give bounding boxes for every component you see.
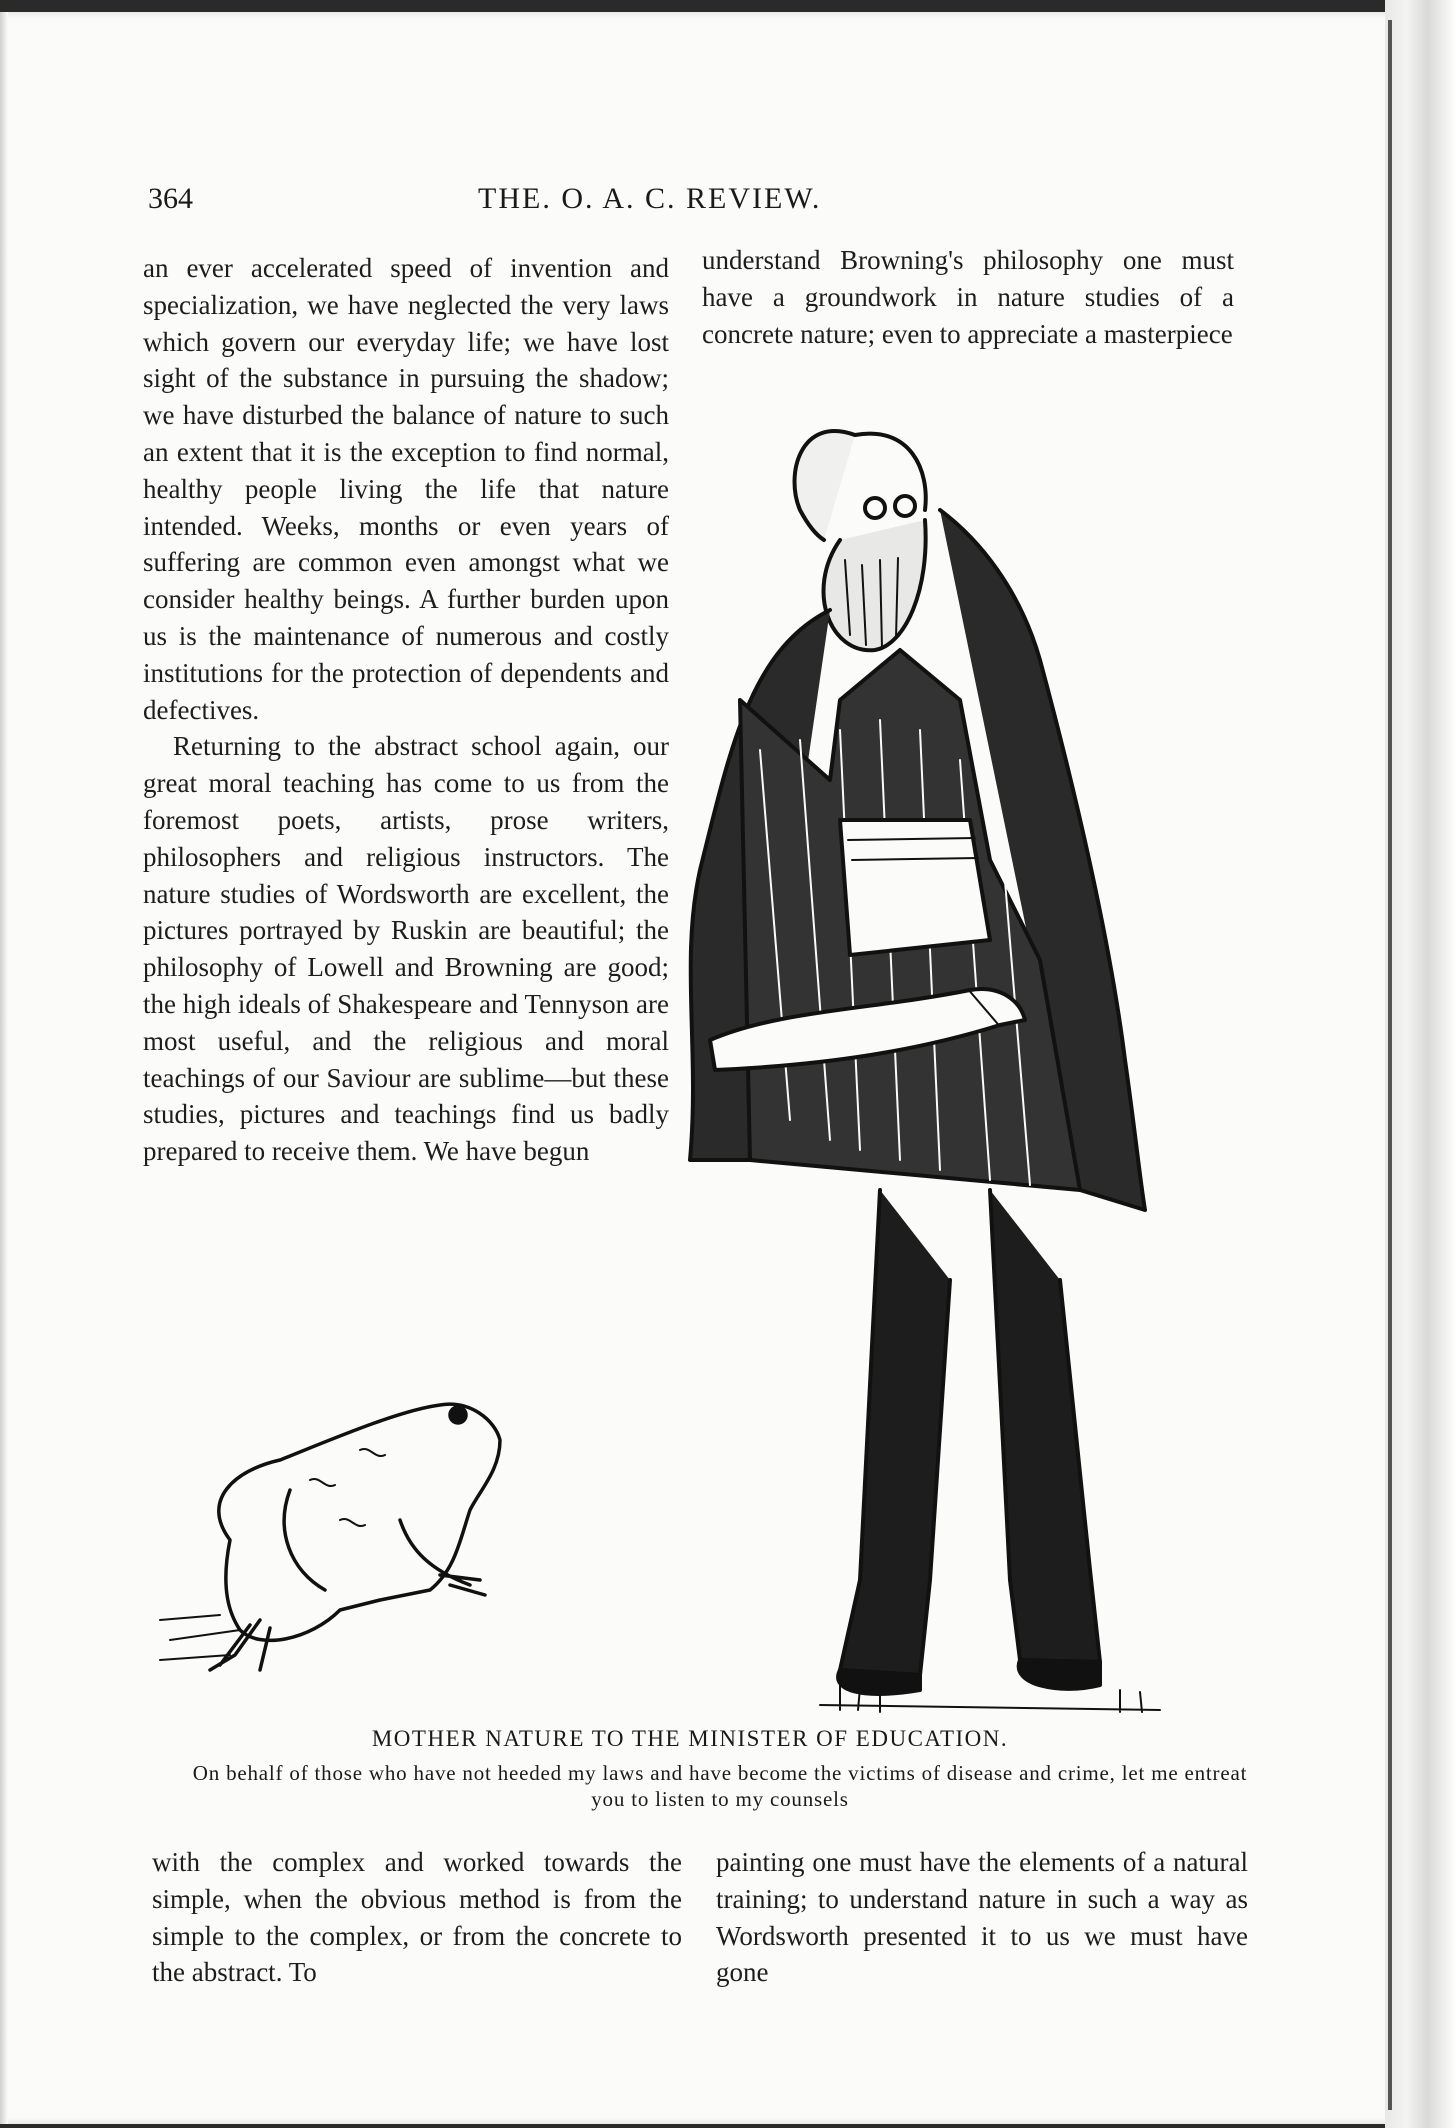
old-man-figure: [690, 431, 1160, 1712]
paragraph: painting one must have the elements of a natural training; to understand nature in such a way as Wordsworth presented it to us we must have gone: [716, 1847, 1248, 1988]
paragraph: an ever accelerated speed of invention and specialization, we have neglected the very laws which govern our everyday life; we have lost sight of the substance in pursuing the shadow; we have disturbed the balance of nature to such an extent that it is the exception to find normal, healthy people living the life that nature intended. Weeks, months or even years of suffering are common even amongst what we consider healthy beings. A further burden upon us is the maintenance of numerous and costly institutions for the protection of dependents and defectives.: [143, 253, 669, 725]
page-number: 364: [148, 182, 193, 215]
column-right-bottom: [716, 1844, 1248, 1991]
paragraph: understand Browning's philosophy one must have a groundwork in nature studies of a concrete nature; even to appreciate a masterpiece: [702, 245, 1234, 349]
page-header: [148, 182, 1228, 222]
column-left-bottom: [152, 1844, 682, 1991]
caption-title: MOTHER NATURE TO THE MINISTER OF EDUCATION.: [371, 1726, 1009, 1751]
page-gutter-shadow: [0, 12, 8, 2124]
binding-edge-line: [1388, 20, 1392, 2110]
running-title: THE. O. A. C. REVIEW.: [478, 182, 822, 215]
illustration: [140, 400, 1270, 1740]
paragraph: Returning to the abstract school again, our great moral teaching has come to us from the foremost poets, artists, prose writers, philosophers and religious instructors. The nature studies of Wordsworth are excellent, the pictures portrayed by Ruskin are beautiful; the philosophy of Lowell and Browning are good; the high ideals of Shakespeare and Tennyson are most useful, and the religious and moral teachings of our Saviour are sublime—but these studies, pictures and teachings find us badly prepared to receive them. We have begun: [143, 731, 669, 1167]
frog-figure: [160, 1404, 500, 1670]
column-right-top: [702, 242, 1234, 352]
page-edge: [1385, 0, 1456, 2128]
paragraph: with the complex and worked towards the simple, when the obvious method is from the simple to the complex, or from the concrete to the abstract. To: [152, 1847, 682, 1988]
caption-text: On behalf of those who have not heeded my laws and have become the victims of disease and crime, let me entreat you to listen to my counsels: [192, 1761, 1248, 1811]
